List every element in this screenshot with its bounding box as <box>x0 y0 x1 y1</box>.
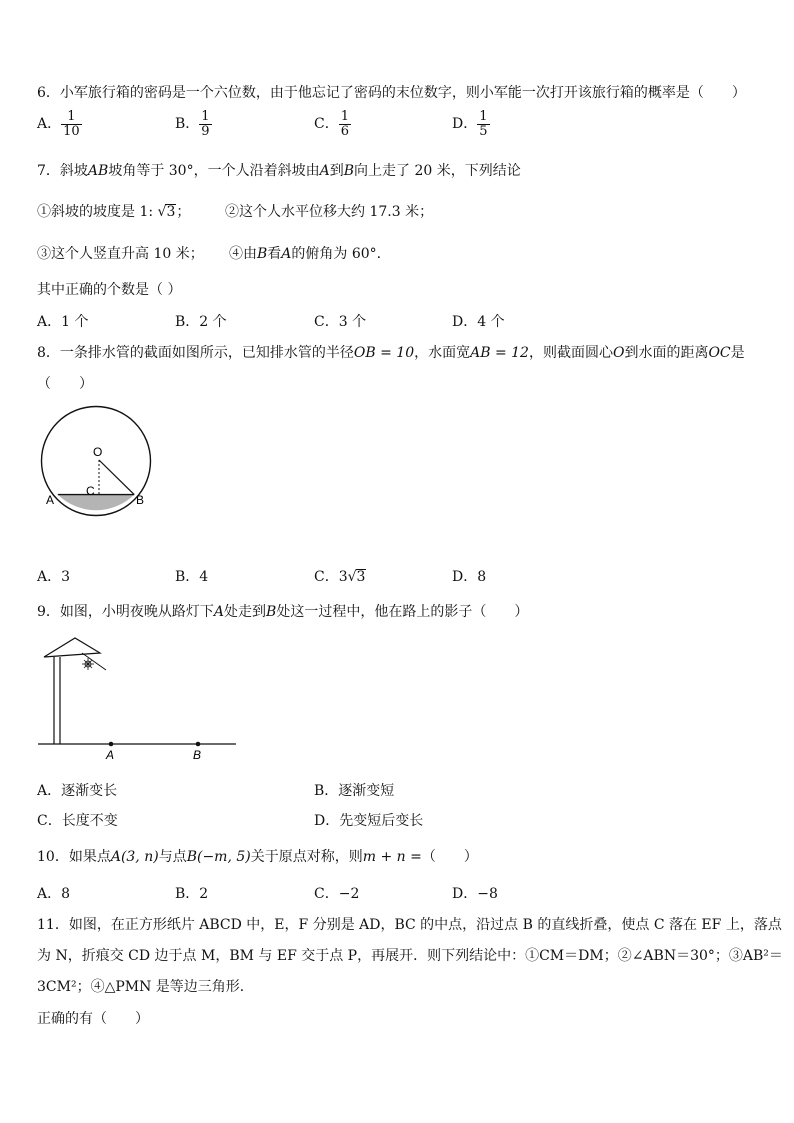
lamp-shade <box>44 638 100 657</box>
q6-text: 6．小军旅行箱的密码是一个六位数，由于他忘记了密码的末位数字，则小军能一次打开该旅行箱的概率是（ ） <box>37 85 746 101</box>
q7-option-d: D．4 个 <box>452 314 505 330</box>
q7-statement-4: ④由B看A的俯角为 60°. <box>229 246 382 262</box>
q7-option-a: A．1 个 <box>37 314 89 330</box>
q6-option-b: B． $\frac{1}{9}$ <box>175 109 210 139</box>
fraction: $\frac{1}{9}$ <box>201 109 210 139</box>
fraction: $\frac{1}{6}$ <box>340 109 349 139</box>
radius-ob <box>99 460 134 495</box>
q9-option-b: B．逐渐变短 <box>314 783 395 799</box>
fraction: $\frac{1}{10}$ <box>63 109 80 139</box>
q11-line-2: 为 N，折痕交 CD 边于点 M，BM 与 EF 交于点 P，再展开．则下列结论中：①CM＝DM；②∠ABN＝30°；③AB²＝ <box>37 948 783 964</box>
q7-question: 其中正确的个数是（ ） <box>37 282 182 298</box>
sqrt-sign: √ <box>157 204 167 220</box>
q10-option-c: C．−2 <box>314 886 360 902</box>
q11-line-4: 正确的有（ ） <box>37 1011 149 1027</box>
label-c: C <box>86 484 95 498</box>
q7-text: 7．斜坡AB坡角等于 30°，一个人沿着斜坡由A到B向上走了 20 米，下列结论 <box>37 163 521 179</box>
q11-line-1: 11．如图，在正方形纸片 ABCD 中，E，F 分别是 AD，BC 的中点，沿过点 B 的直线折叠，使点 C 落在 EF 上，落点 <box>37 917 782 933</box>
q8-option-b: B．4 <box>175 569 209 585</box>
q6-option-a: A． $\frac{1}{10}$ <box>37 109 80 139</box>
sqrt-sign: √ <box>347 569 357 585</box>
q7-statement-3: ③这个人竖直升高 10 米； <box>37 246 204 262</box>
label-a: A <box>46 493 55 507</box>
q10-text: 10．如果点A(3, n)与点B(−m, 5)关于原点对称，则m + n =（ ） <box>37 849 478 865</box>
q8-option-a: A．3 <box>37 569 71 585</box>
q10-option-a: A．8 <box>37 886 71 902</box>
label-a: A <box>106 748 115 762</box>
q7-statement-1: ①斜坡的坡度是 1: √3； <box>37 204 191 220</box>
street-lamp-figure <box>30 630 245 765</box>
point-a <box>109 742 114 747</box>
q8-paren: （ ） <box>37 376 93 392</box>
q9-option-d: D．先变短后变长 <box>314 813 424 829</box>
q7-option-b: B．2 个 <box>175 314 227 330</box>
q8-text: 8．一条排水管的截面如图所示，已知排水管的半径OB = 10，水面宽AB = 12，则截面圆心O到水面的距离OC是 <box>37 345 745 361</box>
fraction: $\frac{1}{5}$ <box>479 109 488 139</box>
label-o: O <box>93 445 103 459</box>
q6-option-c: C． $\frac{1}{6}$ <box>314 109 349 139</box>
q9-option-c: C．长度不变 <box>37 813 118 829</box>
point-b <box>196 742 201 747</box>
q6-option-d: D． $\frac{1}{5}$ <box>452 109 488 139</box>
q9-option-a: A．逐渐变长 <box>37 783 118 799</box>
label-b: B <box>193 748 202 762</box>
label-b: B <box>136 493 145 507</box>
q10-option-b: B．2 <box>175 886 209 902</box>
q8-option-c: C．3√3 <box>314 569 366 585</box>
q7-option-c: C．3 个 <box>314 314 367 330</box>
pipe-cross-section-figure <box>30 395 165 520</box>
q11-line-3: 3CM²；④△PMN 是等边三角形． <box>37 979 254 995</box>
q7-statement-2: ②这个人水平位移大约 17.3 米； <box>225 204 434 220</box>
q9-text: 9．如图，小明夜晚从路灯下A处走到B处这一过程中，他在路上的影子（ ） <box>37 604 529 620</box>
q8-option-d: D．8 <box>452 569 487 585</box>
q10-option-d: D．−8 <box>452 886 498 902</box>
